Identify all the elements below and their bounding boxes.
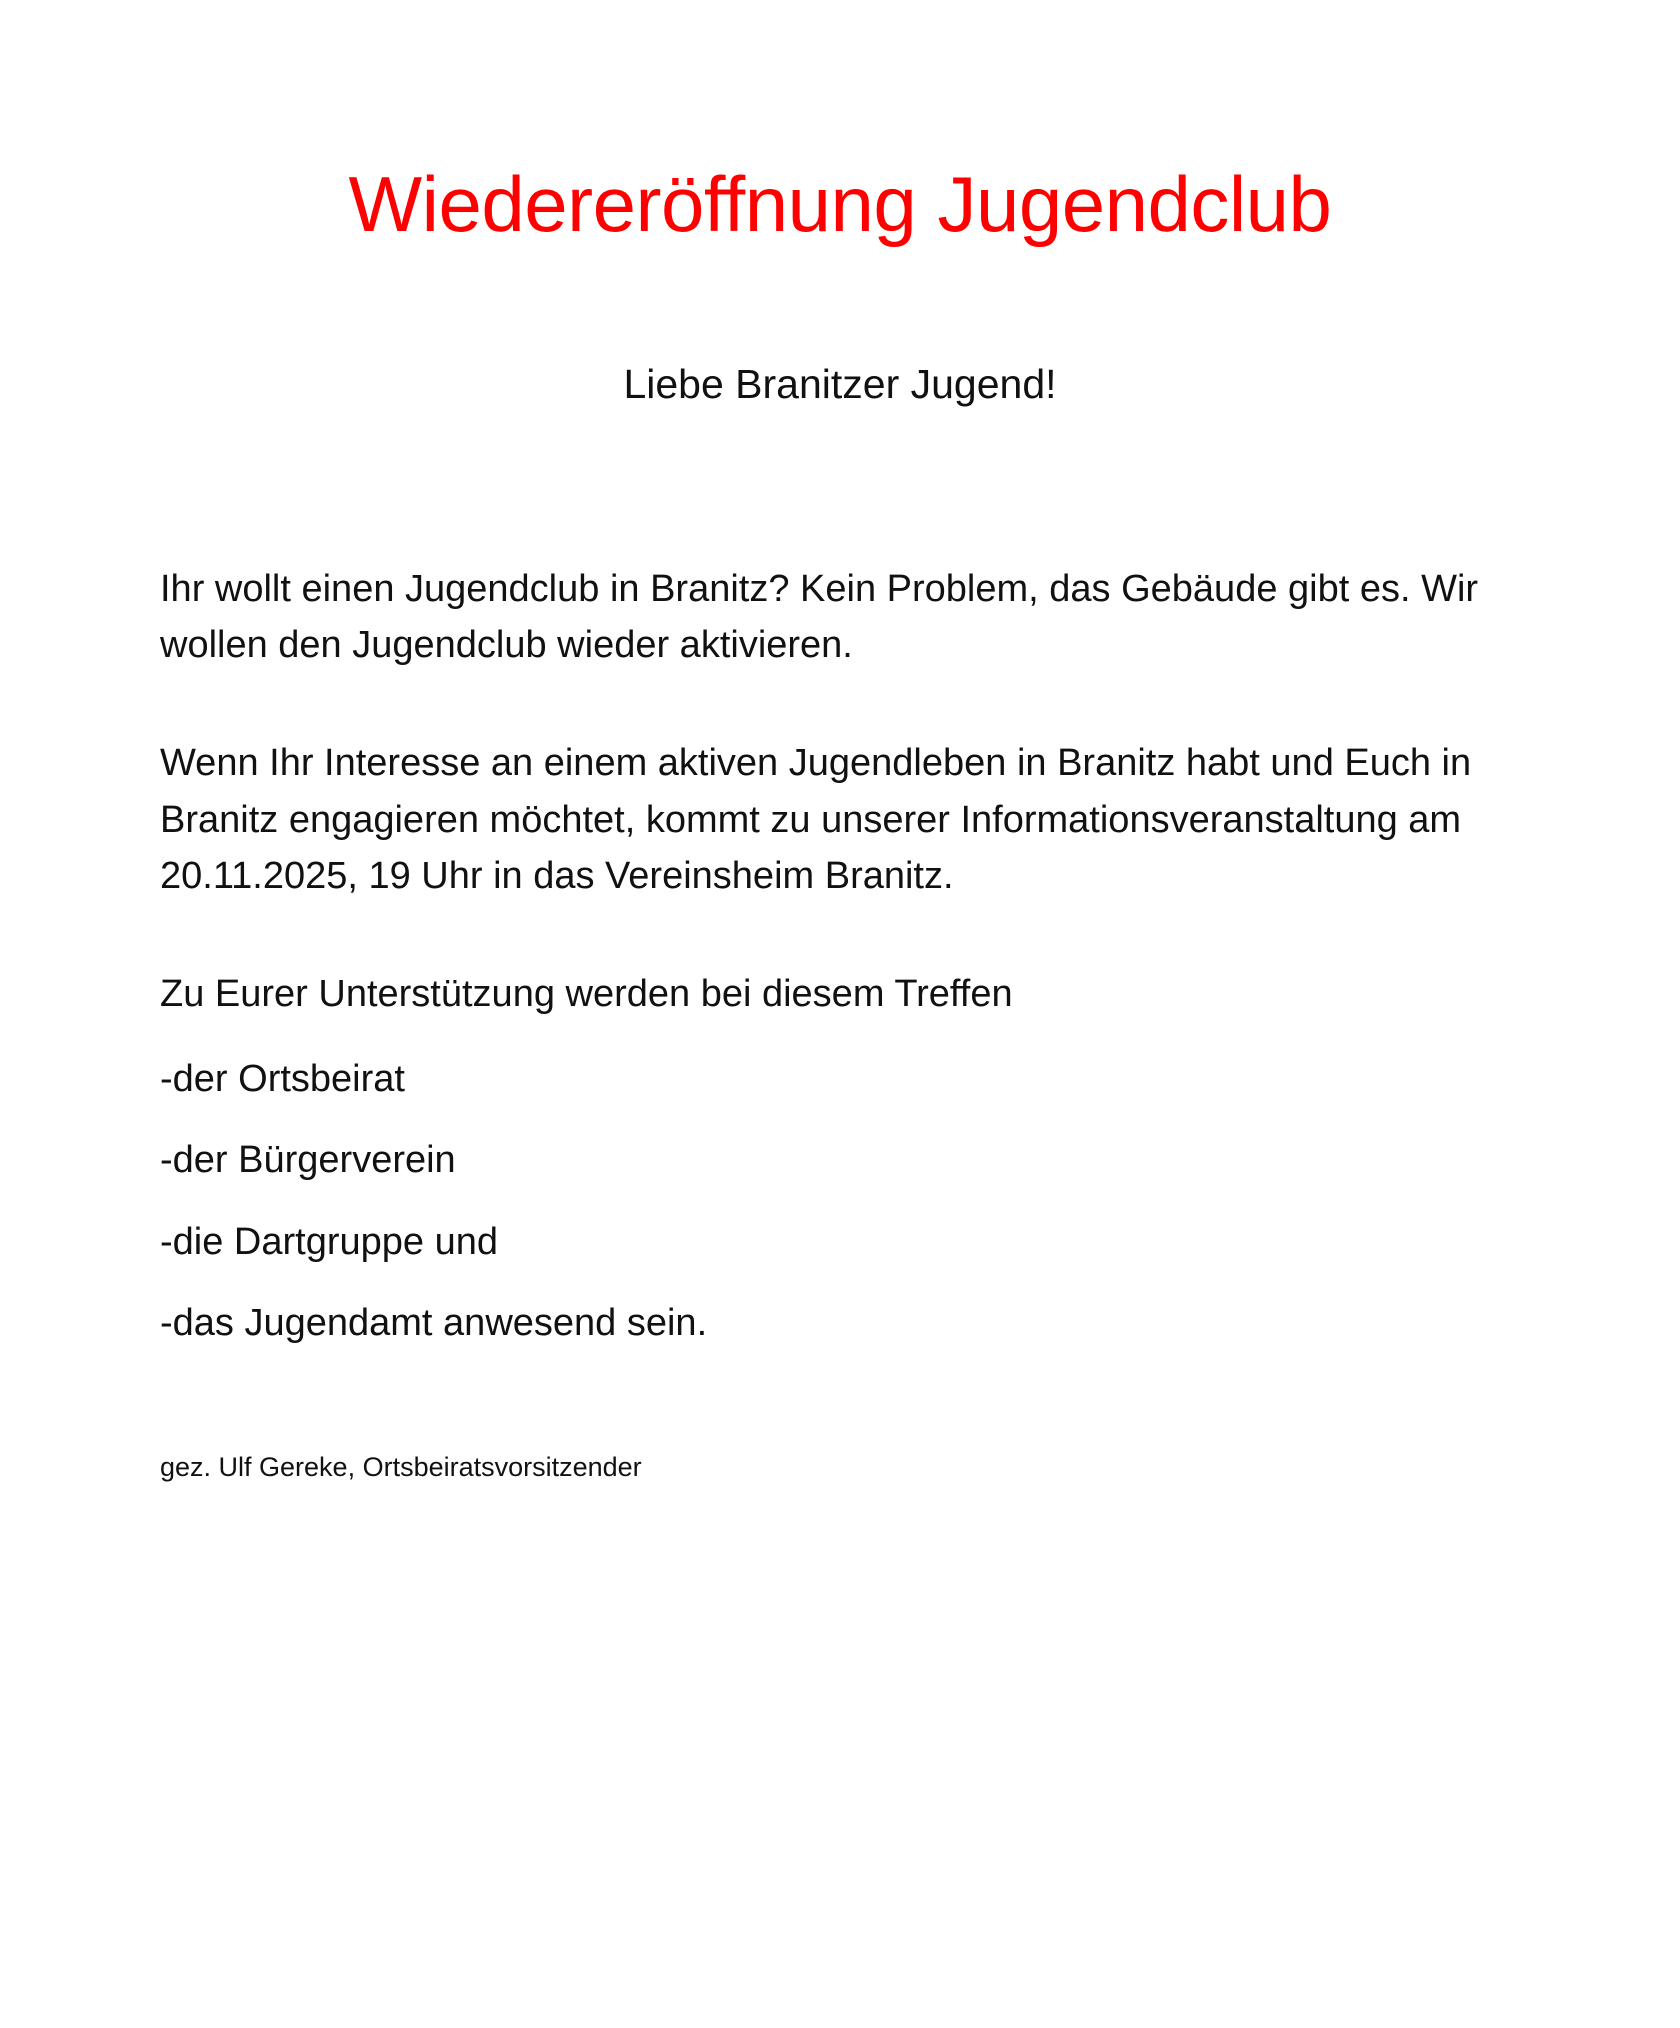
page-title: Wiedereröffnung Jugendclub [348,160,1332,248]
list-item: -der Bürgerverein [160,1139,456,1182]
paragraph-event-info: Wenn Ihr Interesse an einem aktiven Jugendleben in Branitz habt und Euch in Branitz engagieren möchtet, kommt zu unserer Informationsveranstaltung am 20.11.2025, 19 Uhr in das Vereinsheim Branitz. [160,742,1472,897]
list-item: -der Ortsbeirat [160,1058,405,1101]
paragraph-intro: Ihr wollt einen Jugendclub in Branitz? Kein Problem, das Gebäude gibt es. Wir wollen den Jugendclub wieder aktivieren. [160,567,1479,667]
salutation-text: Liebe Branitzer Jugend! [623,360,1057,407]
signature-line: gez. Ulf Gereke, Ortsbeiratsvorsitzender [160,1451,642,1482]
support-list-intro: Zu Eurer Unterstützung werden bei diesem Treffen [160,973,1013,1016]
list-item: -die Dartgruppe und [160,1220,498,1263]
list-item: -das Jugendamt anwesend sein. [160,1301,708,1344]
support-list [160,1052,1520,1350]
document-body [160,411,1520,1487]
